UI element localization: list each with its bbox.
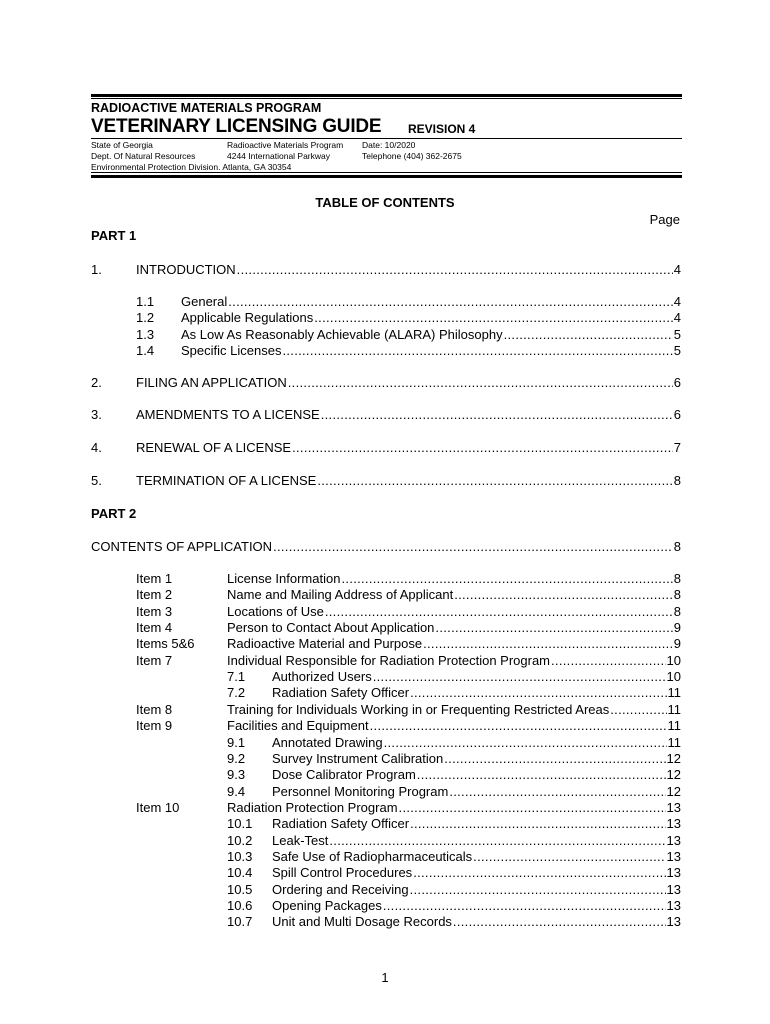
toc-item-entry (272, 849, 681, 865)
toc-item-entry (227, 571, 681, 587)
entry-page: 12 (666, 784, 681, 799)
item-subnumber: 7.1 (227, 669, 246, 684)
entry-page: 4 (673, 294, 681, 309)
page-number: 1 (381, 970, 389, 985)
part-1-label: PART 1 (91, 228, 137, 243)
entry-title: Specific Licenses (181, 343, 282, 358)
entry-page: 8 (673, 473, 681, 488)
dot-leader (325, 604, 673, 620)
dot-leader (329, 833, 665, 849)
entry-title: Radiation Safety Officer (272, 685, 410, 700)
dot-leader (410, 685, 666, 701)
dot-leader (417, 767, 666, 783)
toc-entry (136, 473, 681, 489)
entry-page: 11 (667, 718, 681, 733)
section-number: 1. (91, 262, 102, 277)
section-number: 4. (91, 440, 102, 455)
dot-leader (288, 375, 673, 391)
toc-subentry (181, 294, 681, 310)
program-line-1: Radioactive Materials Program (227, 140, 344, 150)
subsection-number: 1.2 (136, 310, 155, 325)
document-title: VETERINARY LICENSING GUIDE (91, 116, 382, 137)
toc-item-entry (272, 833, 681, 849)
dot-leader (453, 914, 666, 930)
agency-line-2: Dept. Of Natural Resources (91, 151, 196, 161)
entry-title: Leak-Test (272, 833, 329, 848)
toc-item-entry (272, 816, 681, 832)
entry-title: Personnel Monitoring Program (272, 784, 449, 799)
item-label: Items 5&6 (136, 636, 195, 651)
item-label: Item 1 (136, 571, 173, 586)
entry-page: 13 (666, 898, 681, 913)
section-number: 2. (91, 375, 102, 390)
toc-subentry (181, 310, 681, 326)
item-label: Item 3 (136, 604, 173, 619)
dot-leader (444, 751, 665, 767)
dot-leader (449, 784, 665, 800)
entry-page: 6 (673, 407, 681, 422)
dot-leader (314, 310, 673, 326)
entry-title: Unit and Multi Dosage Records (272, 914, 452, 929)
entry-title: FILING AN APPLICATION (136, 375, 287, 390)
item-subnumber: 9.4 (227, 784, 246, 799)
entry-page: 13 (666, 833, 681, 848)
agency-line-1: State of Georgia (91, 140, 153, 150)
dot-leader (384, 735, 667, 751)
program-address-block (227, 140, 343, 162)
dot-leader (341, 571, 672, 587)
toc-item-entry (272, 882, 681, 898)
entry-page: 8 (673, 571, 681, 586)
item-subnumber: 9.2 (227, 751, 246, 766)
toc-subentry (181, 343, 681, 359)
section-number: 3. (91, 407, 102, 422)
entry-title: CONTENTS OF APPLICATION (91, 539, 273, 554)
toc-item-entry (272, 685, 681, 701)
item-subnumber: 10.2 (227, 833, 253, 848)
program-name: RADIOACTIVE MATERIALS PROGRAM (91, 101, 322, 115)
entry-title: Radiation Safety Officer (272, 816, 410, 831)
item-subnumber: 10.7 (227, 914, 253, 929)
entry-title: Ordering and Receiving (272, 882, 409, 897)
toc-item-entry (272, 898, 681, 914)
entry-title: Dose Calibrator Program (272, 767, 416, 782)
toc-item-entry (227, 604, 681, 620)
entry-title: Person to Contact About Application (227, 620, 435, 635)
toc-item-entry (272, 914, 681, 930)
item-subnumber: 10.5 (227, 882, 253, 897)
entry-page: 4 (673, 262, 681, 277)
item-subnumber: 10.1 (227, 816, 253, 831)
item-subnumber: 10.4 (227, 865, 253, 880)
toc-title: TABLE OF CONTENTS (315, 195, 455, 210)
item-subnumber: 10.6 (227, 898, 253, 913)
header-bottom-rule-thick (91, 175, 682, 178)
entry-page: 13 (666, 865, 681, 880)
entry-page: 10 (666, 669, 681, 684)
entry-page: 13 (666, 914, 681, 929)
entry-page: 13 (666, 882, 681, 897)
dot-leader (413, 865, 665, 881)
toc-entry-introduction (136, 262, 681, 278)
item-subnumber: 7.2 (227, 685, 246, 700)
item-label: Item 9 (136, 718, 173, 733)
toc-item-entry (227, 620, 681, 636)
item-label: Item 8 (136, 702, 173, 717)
toc-item-entry (272, 865, 681, 881)
entry-page: 11 (667, 702, 681, 717)
entry-page: 13 (666, 816, 681, 831)
entry-title: Annotated Drawing (272, 735, 383, 750)
part-2-label: PART 2 (91, 506, 137, 521)
toc-item-entry (272, 735, 681, 751)
toc-item-entry (272, 784, 681, 800)
toc-item-entry (272, 751, 681, 767)
entry-title: Radiation Protection Program (227, 800, 398, 815)
item-label: Item 10 (136, 800, 180, 815)
entry-page: 9 (673, 620, 681, 635)
dot-leader (473, 849, 665, 865)
telephone: Telephone (404) 362-2675 (362, 151, 462, 161)
entry-title: License Information (227, 571, 341, 586)
item-label: Item 2 (136, 587, 173, 602)
dot-leader (410, 816, 665, 832)
toc-entry (136, 440, 681, 456)
entry-title: AMENDMENTS TO A LICENSE (136, 407, 320, 422)
entry-page: 9 (673, 636, 681, 651)
subsection-number: 1.1 (136, 294, 155, 309)
dot-leader (504, 327, 673, 343)
entry-title: General (181, 294, 228, 309)
entry-title: Applicable Regulations (181, 310, 314, 325)
dot-leader (228, 294, 673, 310)
dot-leader (373, 669, 666, 685)
dot-leader (273, 539, 673, 555)
entry-page: 5 (673, 343, 681, 358)
entry-page: 11 (667, 685, 681, 700)
dot-leader (383, 898, 666, 914)
entry-page: 4 (673, 310, 681, 325)
toc-entry (136, 375, 681, 391)
entry-title: INTRODUCTION (136, 262, 236, 277)
entry-title: Safe Use of Radiopharmaceuticals (272, 849, 473, 864)
item-subnumber: 10.3 (227, 849, 253, 864)
entry-title: TERMINATION OF A LICENSE (136, 473, 317, 488)
document-date: Date: 10/2020 (362, 140, 416, 150)
toc-entry-contents-of-application (91, 539, 681, 555)
item-subnumber: 9.3 (227, 767, 246, 782)
entry-page: 7 (673, 440, 681, 455)
dot-leader (317, 473, 672, 489)
item-subnumber: 9.1 (227, 735, 246, 750)
item-label: Item 4 (136, 620, 173, 635)
entry-title: RENEWAL OF A LICENSE (136, 440, 292, 455)
dot-leader (237, 262, 673, 278)
entry-page: 5 (673, 327, 681, 342)
entry-page: 12 (666, 767, 681, 782)
dot-leader (282, 343, 672, 359)
entry-page: 13 (666, 849, 681, 864)
page-column-label: Page (649, 212, 680, 227)
subsection-number: 1.3 (136, 327, 155, 342)
entry-page: 8 (673, 539, 681, 554)
header-bottom-rule-thin (91, 172, 682, 173)
entry-title: Spill Control Procedures (272, 865, 413, 880)
entry-title: Training for Individuals Working in or Frequenting Restricted Areas (227, 702, 610, 717)
dot-leader (423, 636, 673, 652)
agency-line-3: Environmental Protection Division. Atlanta, GA 30354 (91, 162, 292, 172)
dot-leader (292, 440, 673, 456)
section-number: 5. (91, 473, 102, 488)
toc-item-entry (227, 653, 681, 669)
entry-title: Authorized Users (272, 669, 372, 684)
entry-title: As Low As Reasonably Achievable (ALARA) Philosophy (181, 327, 503, 342)
header-top-rule-thin (91, 98, 682, 99)
header-top-rule-thick (91, 94, 682, 97)
entry-title: Individual Responsible for Radiation Protection Program (227, 653, 551, 668)
dot-leader (321, 407, 673, 423)
entry-title: Radioactive Material and Purpose (227, 636, 423, 651)
subsection-number: 1.4 (136, 343, 155, 358)
dot-leader (399, 800, 666, 816)
toc-item-entry (227, 718, 681, 734)
entry-title: Facilities and Equipment (227, 718, 369, 733)
toc-item-entry (227, 587, 681, 603)
entry-title: Name and Mailing Address of Applicant (227, 587, 454, 602)
dot-leader (551, 653, 666, 669)
toc-entry (136, 407, 681, 423)
toc-item-entry (227, 636, 681, 652)
program-line-2: 4244 International Parkway (227, 151, 331, 161)
dot-leader (410, 882, 666, 898)
entry-page: 8 (673, 604, 681, 619)
dot-leader (610, 702, 666, 718)
toc-item-entry (272, 767, 681, 783)
header-title-rule (91, 138, 682, 139)
revision-label: REVISION 4 (408, 122, 476, 136)
item-label: Item 7 (136, 653, 173, 668)
toc-item-entry (227, 800, 681, 816)
date-phone-block (362, 140, 462, 162)
entry-page: 11 (667, 735, 681, 750)
entry-page: 8 (673, 587, 681, 602)
entry-title: Locations of Use (227, 604, 324, 619)
dot-leader (370, 718, 667, 734)
toc-subentry (181, 327, 681, 343)
entry-title: Opening Packages (272, 898, 382, 913)
toc-item-entry (272, 669, 681, 685)
entry-page: 10 (666, 653, 681, 668)
entry-page: 13 (666, 800, 681, 815)
entry-title: Survey Instrument Calibration (272, 751, 444, 766)
dot-leader (435, 620, 672, 636)
toc-item-entry (227, 702, 681, 718)
entry-page: 6 (673, 375, 681, 390)
entry-page: 12 (666, 751, 681, 766)
dot-leader (454, 587, 673, 603)
